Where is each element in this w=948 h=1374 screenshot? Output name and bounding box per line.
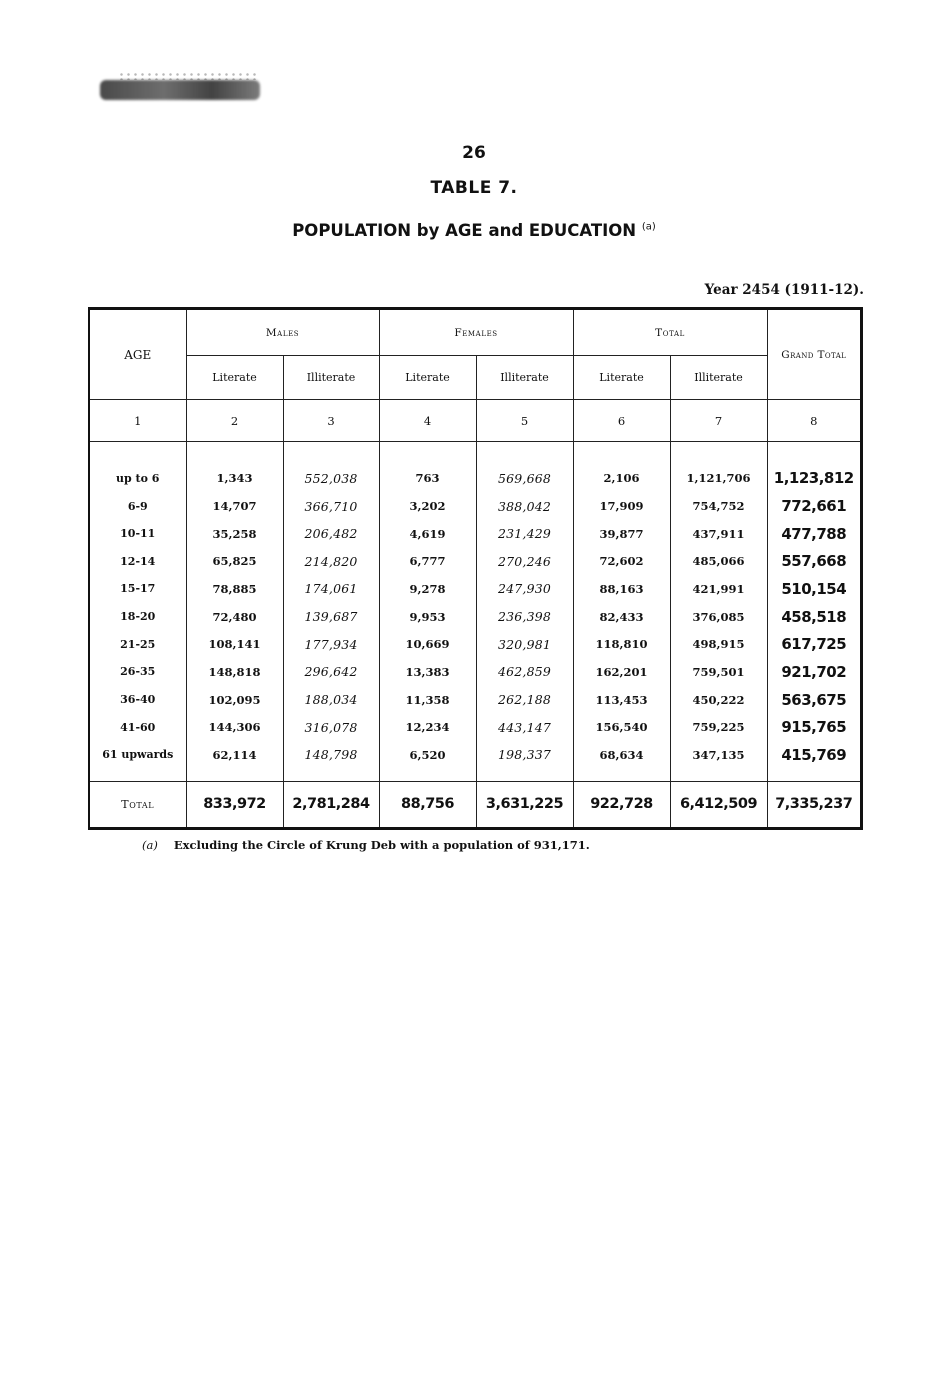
value-cell: 462,859 xyxy=(476,658,573,686)
footnote-mark: (a) xyxy=(142,838,158,852)
population-table xyxy=(90,310,860,827)
value-cell: 510,154 xyxy=(767,575,860,603)
table-row xyxy=(90,520,860,548)
value-cell: 1,343 xyxy=(186,465,283,493)
value-cell: 6,777 xyxy=(379,548,476,576)
value-cell: 262,188 xyxy=(476,686,573,714)
value-cell: 921,702 xyxy=(767,658,860,686)
age-cell: 18-20 xyxy=(120,610,156,624)
value-cell: 9,953 xyxy=(379,603,476,631)
subtitle-text: POPULATION by AGE and EDUCATION xyxy=(292,221,637,240)
value-cell: 118,810 xyxy=(573,630,670,658)
value-cell: 270,246 xyxy=(476,548,573,576)
value-cell: 236,398 xyxy=(476,603,573,631)
value-cell: 477,788 xyxy=(767,520,860,548)
value-cell: 915,765 xyxy=(767,713,860,741)
value-cell: 320,981 xyxy=(476,630,573,658)
total-row xyxy=(90,781,860,827)
age-cell: 61 upwards xyxy=(102,748,174,762)
value-cell: 13,383 xyxy=(379,658,476,686)
total-cell: 7,335,237 xyxy=(767,781,860,827)
value-cell: 102,095 xyxy=(186,686,283,714)
males-header: Males xyxy=(186,310,379,356)
column-number: 5 xyxy=(476,400,573,442)
table-row xyxy=(90,575,860,603)
footnote-text: Excluding the Circle of Krung Deb with a population of 931,171. xyxy=(173,838,590,852)
total-cell: 88,756 xyxy=(379,781,476,827)
value-cell: 498,915 xyxy=(670,630,767,658)
total-row-label: Total xyxy=(90,781,186,827)
age-cell: 10-11 xyxy=(120,527,156,541)
total-header: Total xyxy=(573,310,767,356)
total-cell: 922,728 xyxy=(573,781,670,827)
value-cell: 4,619 xyxy=(379,520,476,548)
sub-header-males-literate: Literate xyxy=(186,356,283,400)
value-cell: 162,201 xyxy=(573,658,670,686)
table-subtitle xyxy=(0,221,948,240)
value-cell: 214,820 xyxy=(283,548,379,576)
value-cell: 316,078 xyxy=(283,713,379,741)
column-number: 4 xyxy=(379,400,476,442)
value-cell: 174,061 xyxy=(283,575,379,603)
value-cell: 156,540 xyxy=(573,713,670,741)
table-row xyxy=(90,686,860,714)
value-cell: 450,222 xyxy=(670,686,767,714)
value-cell: 415,769 xyxy=(767,741,860,769)
value-cell: 144,306 xyxy=(186,713,283,741)
sub-header-total-illiterate: Illiterate xyxy=(670,356,767,400)
value-cell: 759,225 xyxy=(670,713,767,741)
column-number: 7 xyxy=(670,400,767,442)
value-cell: 6,520 xyxy=(379,741,476,769)
total-cell: 2,781,284 xyxy=(283,781,379,827)
sub-header-row xyxy=(90,356,860,400)
age-cell: up to 6 xyxy=(116,471,160,485)
data-rows xyxy=(90,465,860,769)
value-cell: 247,930 xyxy=(476,575,573,603)
value-cell: 65,825 xyxy=(186,548,283,576)
value-cell: 754,752 xyxy=(670,492,767,520)
subtitle-note-mark: (a) xyxy=(641,221,656,233)
column-number: 6 xyxy=(573,400,670,442)
table-row xyxy=(90,630,860,658)
grand-total-header: Grand Total xyxy=(767,310,860,400)
scan-smudge xyxy=(100,80,260,100)
value-cell: 72,602 xyxy=(573,548,670,576)
value-cell: 772,661 xyxy=(767,492,860,520)
value-cell: 139,687 xyxy=(283,603,379,631)
age-cell: 36-40 xyxy=(120,693,156,707)
sub-header-males-illiterate: Illiterate xyxy=(283,356,379,400)
value-cell: 443,147 xyxy=(476,713,573,741)
age-cell: 41-60 xyxy=(120,720,156,734)
value-cell: 198,337 xyxy=(476,741,573,769)
value-cell: 177,934 xyxy=(283,630,379,658)
value-cell: 62,114 xyxy=(186,741,283,769)
total-cell: 3,631,225 xyxy=(476,781,573,827)
value-cell: 763 xyxy=(379,465,476,493)
value-cell: 2,106 xyxy=(573,465,670,493)
age-cell: 6-9 xyxy=(127,499,148,513)
value-cell: 231,429 xyxy=(476,520,573,548)
value-cell: 388,042 xyxy=(476,492,573,520)
spacer-row xyxy=(90,442,860,465)
value-cell: 35,258 xyxy=(186,520,283,548)
value-cell: 148,798 xyxy=(283,741,379,769)
value-cell: 206,482 xyxy=(283,520,379,548)
value-cell: 485,066 xyxy=(670,548,767,576)
value-cell: 421,991 xyxy=(670,575,767,603)
value-cell: 188,034 xyxy=(283,686,379,714)
sub-header-females-literate: Literate xyxy=(379,356,476,400)
females-header: Females xyxy=(379,310,573,356)
group-header-row xyxy=(90,310,860,356)
value-cell: 11,358 xyxy=(379,686,476,714)
value-cell: 88,163 xyxy=(573,575,670,603)
total-cell: 833,972 xyxy=(186,781,283,827)
value-cell: 108,141 xyxy=(186,630,283,658)
value-cell: 366,710 xyxy=(283,492,379,520)
value-cell: 12,234 xyxy=(379,713,476,741)
column-number: 1 xyxy=(90,400,186,442)
value-cell: 68,634 xyxy=(573,741,670,769)
value-cell: 39,877 xyxy=(573,520,670,548)
value-cell: 296,642 xyxy=(283,658,379,686)
table-row xyxy=(90,465,860,493)
footnote xyxy=(142,838,590,852)
table-row xyxy=(90,658,860,686)
value-cell: 1,123,812 xyxy=(767,465,860,493)
scan-smudge-dots xyxy=(118,72,258,80)
value-cell: 78,885 xyxy=(186,575,283,603)
column-number: 8 xyxy=(767,400,860,442)
value-cell: 3,202 xyxy=(379,492,476,520)
column-number-row xyxy=(90,400,860,442)
spacer-row xyxy=(90,769,860,782)
value-cell: 10,669 xyxy=(379,630,476,658)
value-cell: 552,038 xyxy=(283,465,379,493)
value-cell: 557,668 xyxy=(767,548,860,576)
table-row xyxy=(90,603,860,631)
page-number: 26 xyxy=(462,143,486,163)
value-cell: 82,433 xyxy=(573,603,670,631)
total-cell: 6,412,509 xyxy=(670,781,767,827)
age-cell: 21-25 xyxy=(120,637,156,651)
age-cell: 26-35 xyxy=(120,665,156,679)
age-header: AGE xyxy=(124,347,152,362)
table-row xyxy=(90,492,860,520)
age-cell: 12-14 xyxy=(120,554,156,568)
column-number: 3 xyxy=(283,400,379,442)
year-label: Year 2454 (1911-12). xyxy=(704,282,864,298)
table-row xyxy=(90,548,860,576)
table-row xyxy=(90,713,860,741)
value-cell: 437,911 xyxy=(670,520,767,548)
value-cell: 1,121,706 xyxy=(670,465,767,493)
value-cell: 148,818 xyxy=(186,658,283,686)
value-cell: 14,707 xyxy=(186,492,283,520)
value-cell: 9,278 xyxy=(379,575,476,603)
table-row xyxy=(90,741,860,769)
age-cell: 15-17 xyxy=(120,582,156,596)
table-title: TABLE 7. xyxy=(430,178,518,198)
value-cell: 347,135 xyxy=(670,741,767,769)
value-cell: 72,480 xyxy=(186,603,283,631)
value-cell: 458,518 xyxy=(767,603,860,631)
value-cell: 113,453 xyxy=(573,686,670,714)
sub-header-females-illiterate: Illiterate xyxy=(476,356,573,400)
value-cell: 759,501 xyxy=(670,658,767,686)
value-cell: 617,725 xyxy=(767,630,860,658)
value-cell: 17,909 xyxy=(573,492,670,520)
population-table-frame xyxy=(88,307,863,830)
value-cell: 376,085 xyxy=(670,603,767,631)
column-number: 2 xyxy=(186,400,283,442)
sub-header-total-literate: Literate xyxy=(573,356,670,400)
value-cell: 569,668 xyxy=(476,465,573,493)
value-cell: 563,675 xyxy=(767,686,860,714)
